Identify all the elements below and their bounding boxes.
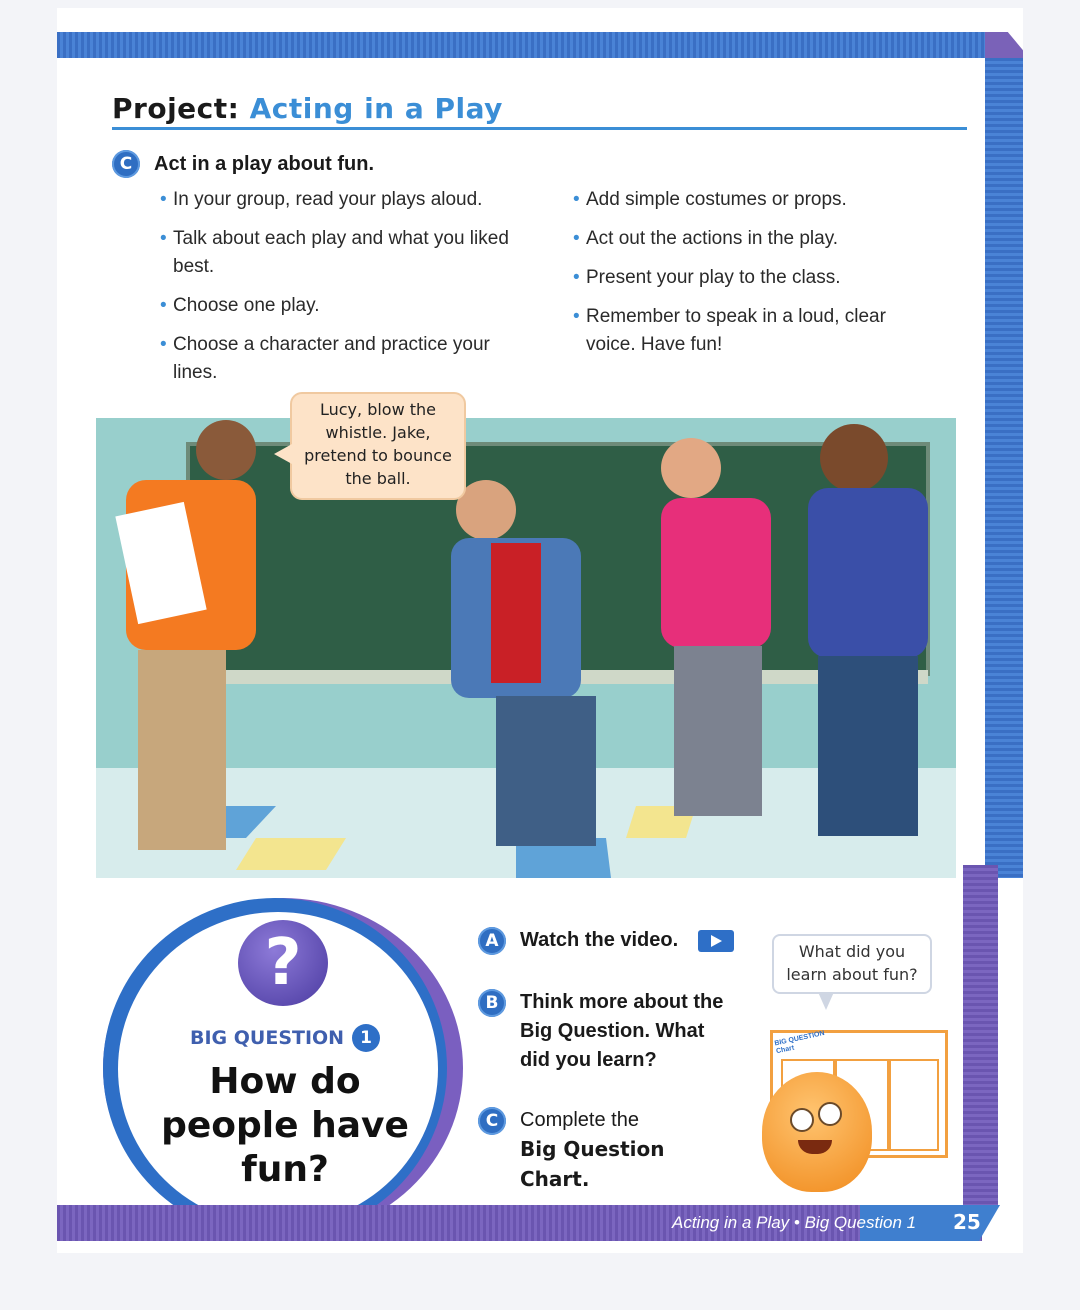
list-item: • Talk about each play and what you liked best. bbox=[160, 225, 520, 281]
list-item: • Add simple costumes or props. bbox=[573, 186, 913, 214]
page-number: 25 bbox=[953, 1210, 981, 1234]
chart-tag: BIG QUESTION Chart bbox=[773, 1029, 826, 1056]
step-badge: B bbox=[478, 989, 506, 1017]
list-item: • Present your play to the class. bbox=[573, 264, 913, 292]
right-border-band bbox=[985, 58, 1023, 878]
speech-bubble: Lucy, blow the whistle. Jake, pretend to bounce the ball. bbox=[290, 392, 466, 500]
title-underline bbox=[112, 127, 967, 130]
step-b-text: Think more about the Big Question. What did you learn? bbox=[520, 991, 724, 1071]
step-c-text bbox=[520, 1106, 718, 1195]
big-question-number: 1 bbox=[352, 1024, 380, 1052]
step-c-plain: Complete the bbox=[520, 1109, 639, 1131]
big-question-text: How do people have fun? bbox=[161, 1061, 409, 1190]
chart-column bbox=[889, 1059, 939, 1151]
question-mark-icon: ? bbox=[238, 920, 328, 1006]
step-c-bold: Big Question Chart. bbox=[520, 1137, 665, 1191]
mascot-mouth bbox=[798, 1140, 832, 1154]
step-a bbox=[478, 926, 734, 955]
footer-running-title: Acting in a Play • Big Question 1 bbox=[672, 1213, 917, 1232]
right-border-band-lower bbox=[963, 865, 998, 1205]
list-item: • Remember to speak in a loud, clear voice. Have fun! bbox=[573, 303, 913, 359]
activity-badge: C bbox=[112, 150, 140, 178]
step-badge: A bbox=[478, 927, 506, 955]
step-c bbox=[478, 1106, 718, 1195]
list-item: • In your group, read your plays aloud. bbox=[160, 186, 520, 214]
big-question-label-text: BIG QUESTION bbox=[190, 1027, 345, 1049]
step-b bbox=[478, 988, 728, 1075]
mascot-eye bbox=[818, 1102, 842, 1126]
big-question-label bbox=[190, 1024, 380, 1052]
title-accent: Acting in a Play bbox=[249, 92, 503, 125]
mascot-speech-bubble: What did you learn about fun? bbox=[772, 934, 932, 994]
classroom-photo bbox=[96, 418, 956, 878]
play-video-icon[interactable] bbox=[698, 930, 734, 952]
classroom-illustration bbox=[96, 418, 956, 878]
activity-heading-text: Act in a play about fun. bbox=[154, 152, 375, 175]
list-item: • Choose a character and practice your lines. bbox=[160, 331, 520, 387]
title-prefix: Project: bbox=[112, 92, 240, 125]
right-bullet-list bbox=[573, 186, 913, 370]
left-bullet-list bbox=[160, 186, 520, 398]
step-badge: C bbox=[478, 1107, 506, 1135]
activity-c-heading bbox=[112, 150, 374, 178]
list-item: • Choose one play. bbox=[160, 292, 520, 320]
mascot-eye bbox=[790, 1108, 814, 1132]
mascot-character bbox=[762, 1072, 872, 1192]
step-a-label: Watch the video. bbox=[520, 929, 679, 951]
list-item: • Act out the actions in the play. bbox=[573, 225, 913, 253]
step-a-text bbox=[520, 926, 734, 955]
page-title bbox=[112, 92, 503, 125]
top-border-band bbox=[57, 32, 992, 58]
